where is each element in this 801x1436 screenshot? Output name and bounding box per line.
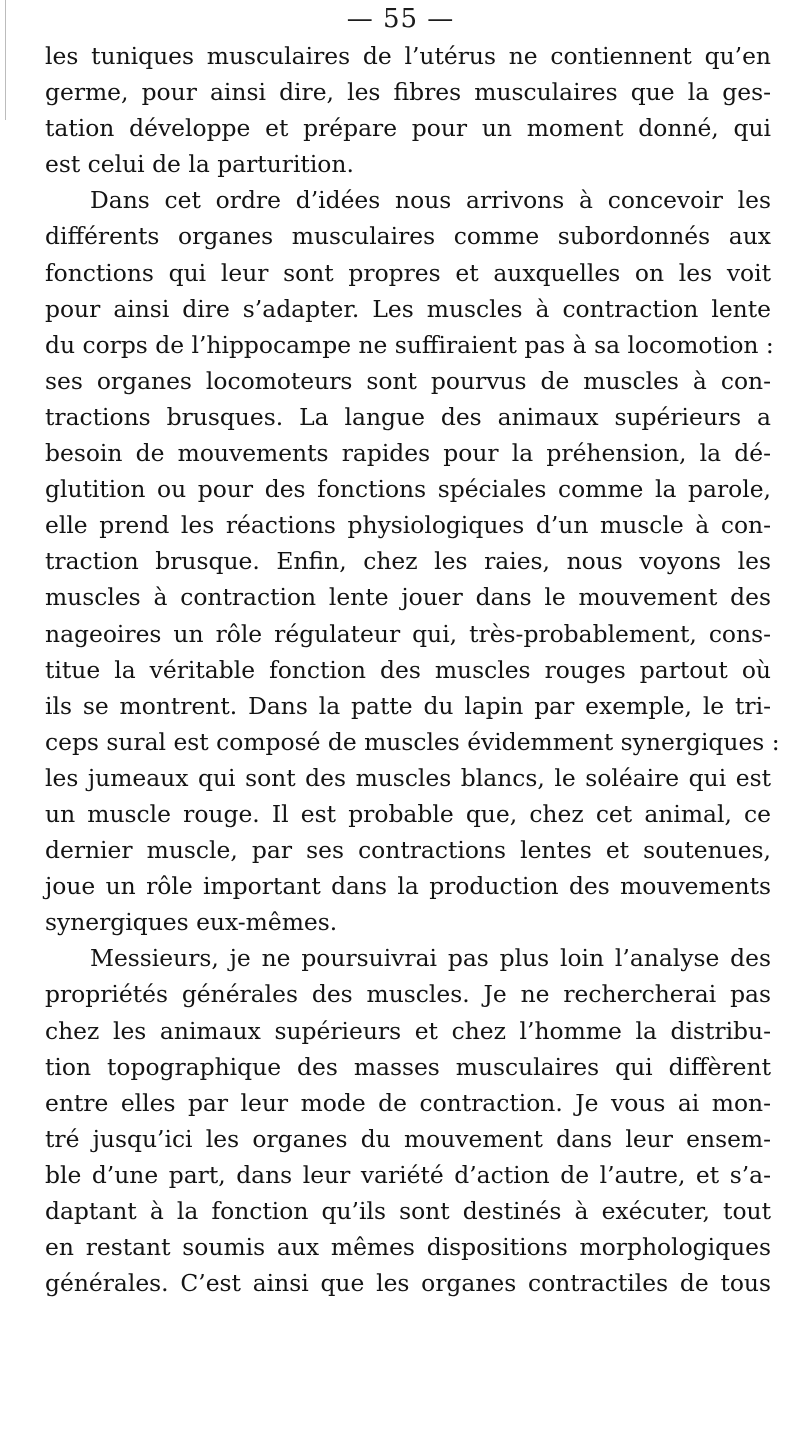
text-line: daptant à la fonction qu’ils sont destinés à exécuter, tout bbox=[45, 1197, 771, 1225]
text-line: tation développe et prépare pour un moment donné, qui bbox=[45, 114, 771, 143]
text-line: fonctions qui leur sont propres et auxquelles on les voit bbox=[45, 258, 771, 287]
text-line: propriétés générales des muscles. Je ne rechercherai pas bbox=[45, 980, 771, 1009]
text-line: entre elles par leur mode de contraction. Je vous ai mon- bbox=[45, 1088, 771, 1117]
text-line: tré jusqu’ici les organes du mouvement dans leur ensem- bbox=[45, 1124, 771, 1153]
text-line: différents organes musculaires comme subordonnés aux bbox=[45, 222, 771, 251]
paragraph-start-line: Dans cet ordre d’idées nous arrivons à concevoir les bbox=[90, 186, 771, 215]
text-line: pour ainsi dire s’adapter. Les muscles à contraction lente bbox=[45, 294, 771, 323]
text-line: ils se montrent. Dans la patte du lapin par exemple, le tri- bbox=[45, 691, 771, 720]
text-line: traction brusque. Enfin, chez les raies, nous voyons les bbox=[45, 547, 771, 576]
text-line: joue un rôle important dans la production des mouvements bbox=[45, 872, 771, 901]
text-line: ceps sural est composé de muscles évidemment synergiques : bbox=[45, 727, 780, 756]
text-line: tion topographique des masses musculaires qui diffèrent bbox=[45, 1052, 771, 1081]
text-line: elle prend les réactions physiologiques d’un muscle à con- bbox=[45, 511, 771, 540]
text-line: en restant soumis aux mêmes dispositions morphologiques bbox=[45, 1233, 771, 1262]
text-line: ble d’une part, dans leur variété d’action de l’autre, et s’a- bbox=[45, 1160, 771, 1189]
text-line: tractions brusques. La langue des animaux supérieurs a bbox=[45, 402, 771, 431]
text-line: générales. C’est ainsi que les organes contractiles de tous bbox=[45, 1269, 771, 1298]
text-line: chez les animaux supérieurs et chez l’homme la distribu- bbox=[45, 1016, 771, 1045]
body-text bbox=[45, 38, 780, 1301]
text-line: les tuniques musculaires de l’utérus ne contiennent qu’en bbox=[45, 42, 771, 70]
text-line: besoin de mouvements rapides pour la préhension, la dé- bbox=[45, 439, 771, 468]
page-number: — 55 — bbox=[346, 4, 455, 34]
paragraph-end-line: est celui de la parturition. bbox=[45, 150, 354, 179]
text-line: germe, pour ainsi dire, les fibres musculaires que la ges- bbox=[45, 78, 771, 107]
text-line: dernier muscle, par ses contractions lentes et soutenues, bbox=[45, 836, 771, 865]
text-line: glutition ou pour des fonctions spéciales comme la parole, bbox=[45, 475, 771, 504]
text-line: ses organes locomoteurs sont pourvus de muscles à con- bbox=[45, 366, 771, 395]
text-line: du corps de l’hippocampe ne suffiraient pas à sa locomotion : bbox=[45, 330, 774, 359]
paragraph-end-line: synergiques eux-mêmes. bbox=[45, 908, 338, 937]
paragraph-start-line: Messieurs, je ne poursuivrai pas plus loin l’analyse des bbox=[90, 944, 771, 973]
text-line: les jumeaux qui sont des muscles blancs, le soléaire qui est bbox=[45, 763, 771, 792]
text-line: titue la véritable fonction des muscles rouges partout où bbox=[45, 655, 771, 684]
text-line: muscles à contraction lente jouer dans le mouvement des bbox=[45, 583, 771, 612]
text-line: nageoires un rôle régulateur qui, très-probablement, cons- bbox=[45, 619, 771, 648]
text-line: un muscle rouge. Il est probable que, chez cet animal, ce bbox=[45, 799, 771, 828]
